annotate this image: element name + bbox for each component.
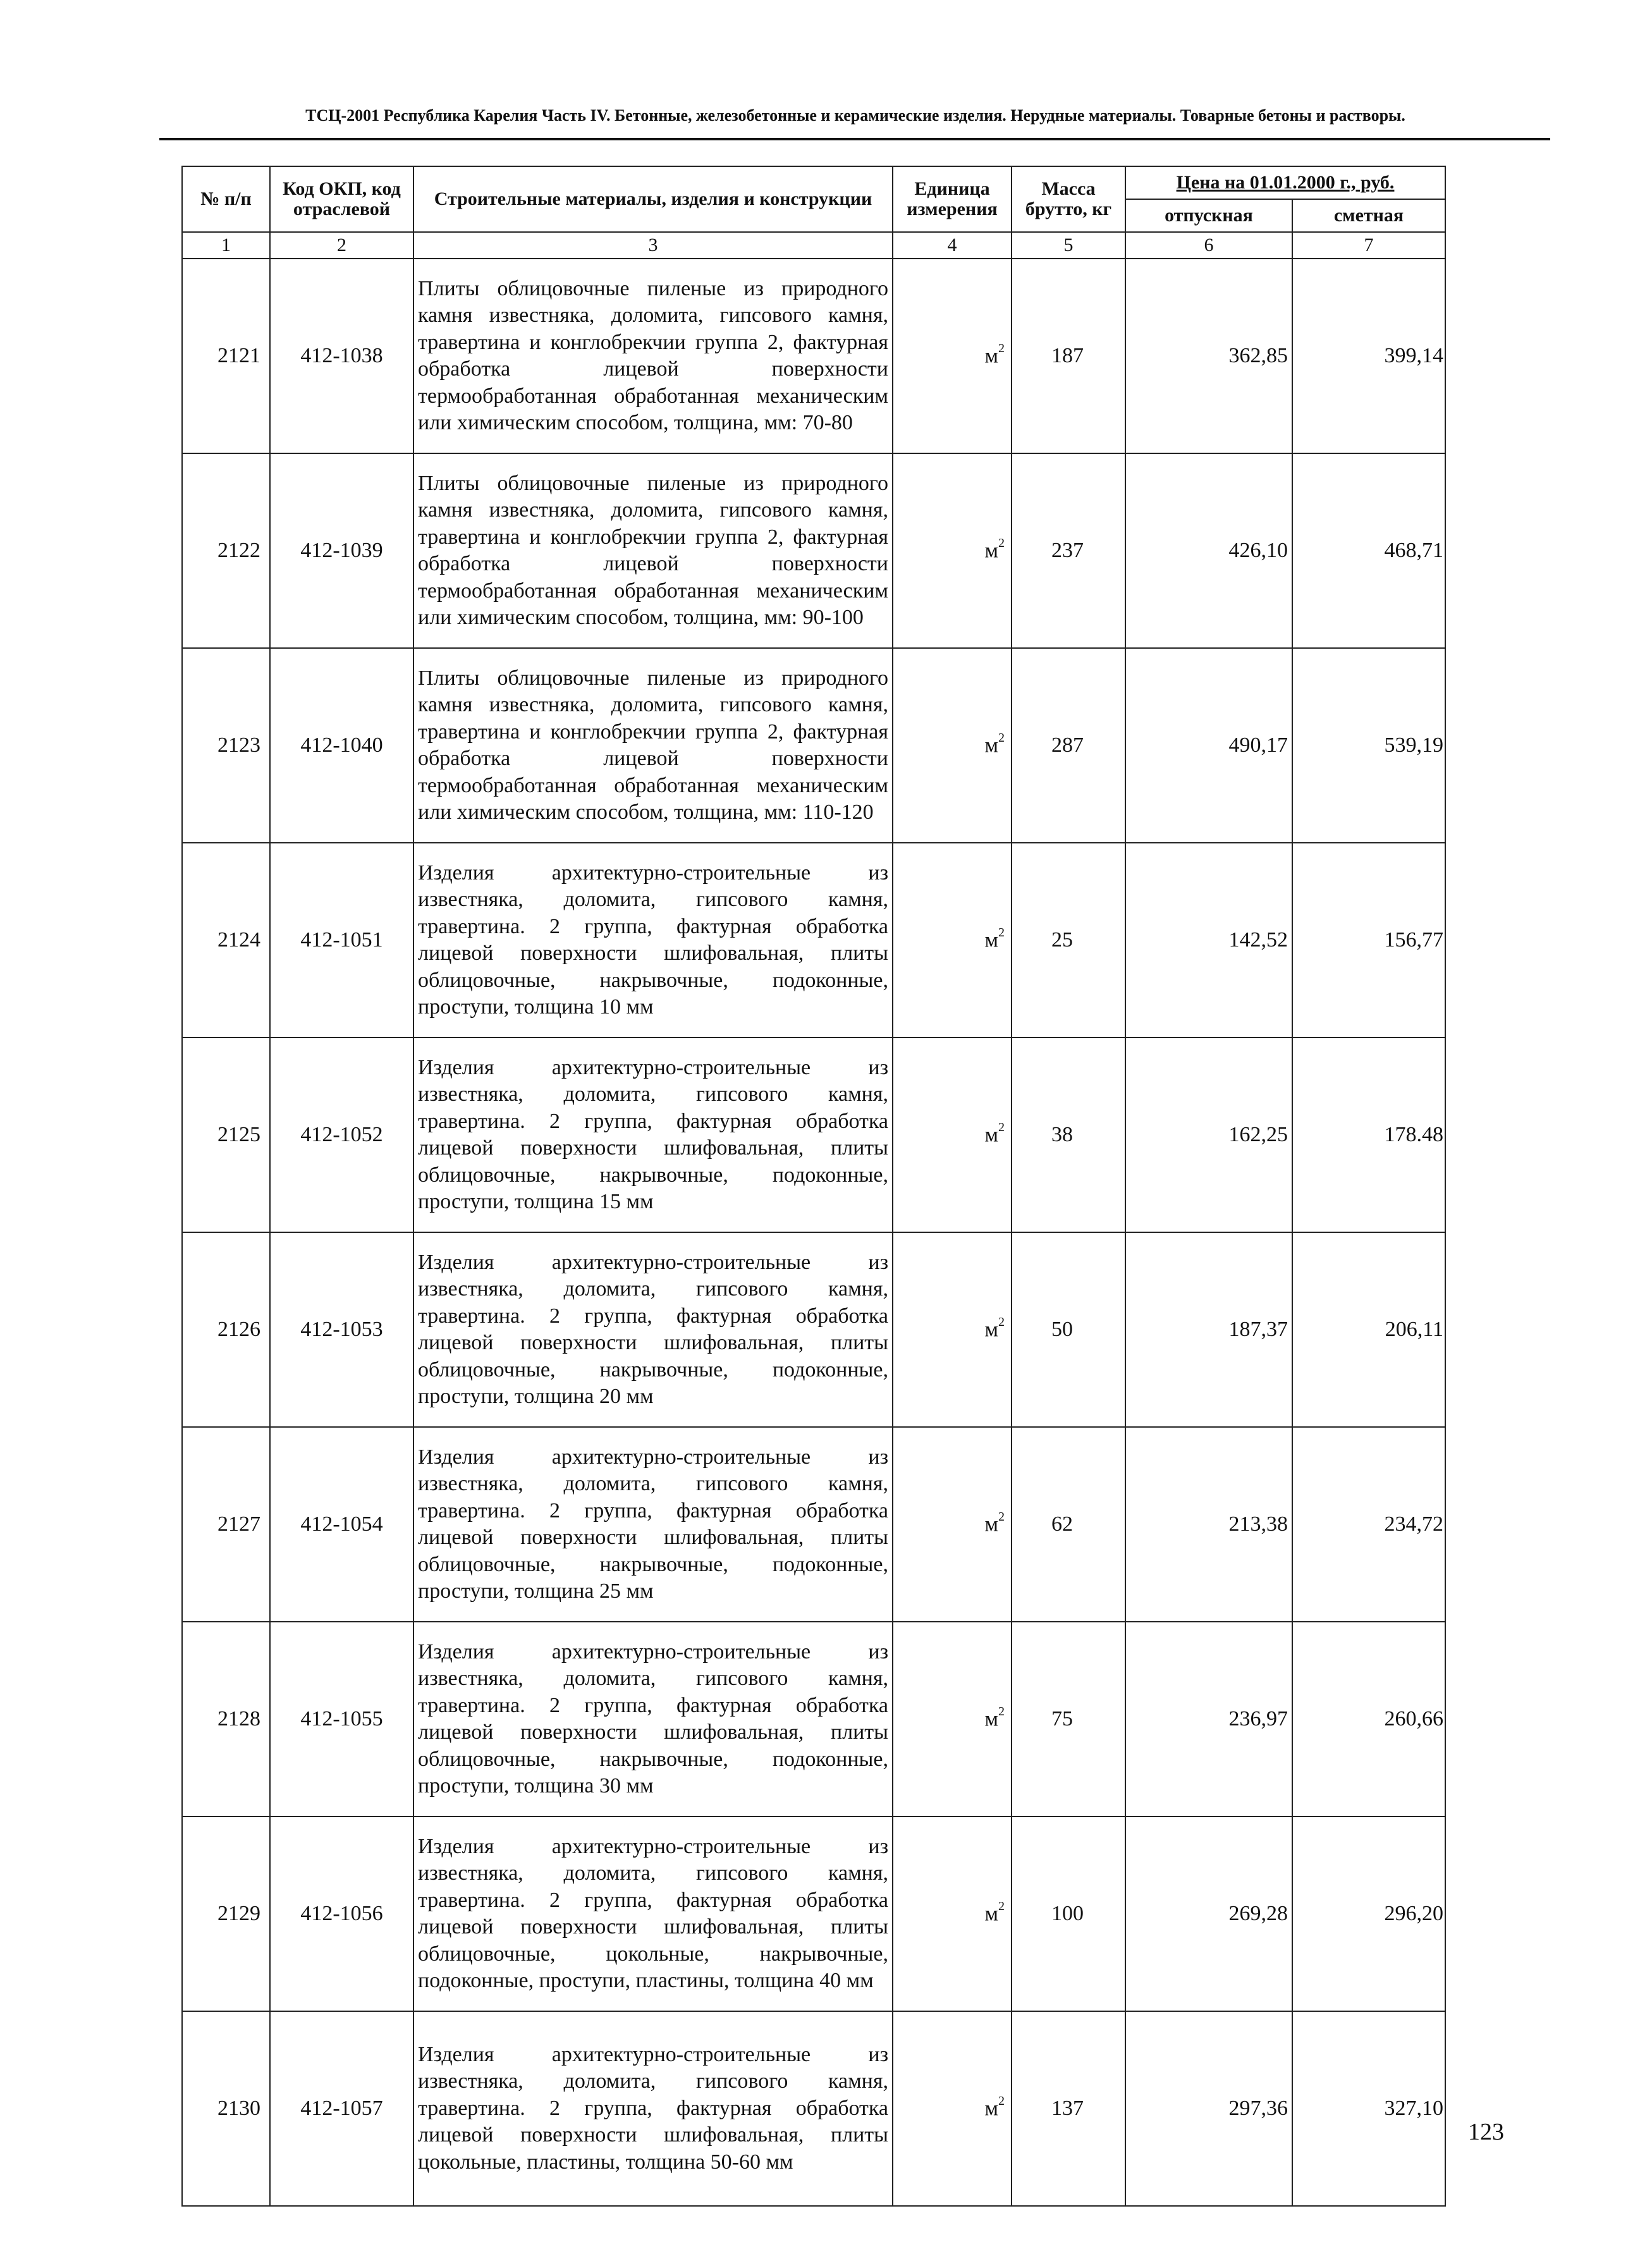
unit-power: 2 (998, 2093, 1005, 2108)
price-table (181, 166, 1446, 2207)
unit-power: 2 (998, 730, 1005, 745)
row-mass: 237 (1012, 453, 1125, 648)
header-mass: Масса брутто, кг (1012, 166, 1125, 232)
unit-base: м (984, 1512, 998, 1536)
header-code: Код ОКП, код отраслевой (270, 166, 413, 232)
row-mass: 38 (1012, 1038, 1125, 1232)
row-code: 412-1051 (270, 843, 413, 1038)
column-number: 1 (182, 232, 270, 259)
table-row (182, 259, 1445, 453)
header-price-group: Цена на 01.01.2000 г., руб. (1125, 166, 1445, 199)
unit-power: 2 (998, 1314, 1005, 1329)
row-code: 412-1056 (270, 1816, 413, 2011)
unit-base: м (984, 1902, 998, 1926)
row-price-estimate: 399,14 (1292, 259, 1445, 453)
table-body (182, 259, 1445, 2206)
row-price-estimate: 178.48 (1292, 1038, 1445, 1232)
row-number: 2127 (182, 1427, 270, 1622)
unit-power: 2 (998, 1120, 1005, 1134)
unit-base: м (984, 1123, 998, 1147)
column-number-row (182, 232, 1445, 259)
unit-power: 2 (998, 1704, 1005, 1718)
table-row (182, 1816, 1445, 2011)
row-price-release: 236,97 (1125, 1622, 1292, 1816)
row-mass: 75 (1012, 1622, 1125, 1816)
table-row (182, 1038, 1445, 1232)
row-description: Изделия архитектурно-строительные из известняка, доломита, гипсового камня, травертина. 2 группа, фактурная обработка лицевой поверхности шлифовальная, плиты облицовочные, накрывочные, подоконные, проступи, толщина 15 мм (413, 1038, 893, 1232)
column-number: 7 (1292, 232, 1445, 259)
column-number: 6 (1125, 232, 1292, 259)
row-code: 412-1053 (270, 1232, 413, 1427)
unit-base: м (984, 733, 998, 757)
row-number: 2130 (182, 2011, 270, 2206)
row-price-estimate: 539,19 (1292, 648, 1445, 843)
row-mass: 62 (1012, 1427, 1125, 1622)
unit-base: м (984, 1707, 998, 1731)
row-unit (893, 2011, 1012, 2206)
row-description: Изделия архитектурно-строительные из известняка, доломита, гипсового камня, травертина. 2 группа, фактурная обработка лицевой поверхности шлифовальная, плиты облицовочные, накрывочные, подоконные, проступи, толщина 30 мм (413, 1622, 893, 1816)
row-unit (893, 259, 1012, 453)
unit-base: м (984, 344, 998, 368)
row-price-estimate: 206,11 (1292, 1232, 1445, 1427)
header-divider (159, 138, 1550, 140)
header-num: № п/п (182, 166, 270, 232)
row-description: Изделия архитектурно-строительные из известняка, доломита, гипсового камня, травертина. 2 группа, фактурная обработка лицевой поверхности шлифовальная, плиты облицовочные, цокольные, накрывочные, подоконные, проступи, пластины, толщина 40 мм (413, 1816, 893, 2011)
row-description: Изделия архитектурно-строительные из известняка, доломита, гипсового камня, травертина. 2 группа, фактурная обработка лицевой поверхности шлифовальная, плиты облицовочные, накрывочные, подоконные, проступи, толщина 20 мм (413, 1232, 893, 1427)
row-number: 2126 (182, 1232, 270, 1427)
header-price-release: отпускная (1125, 199, 1292, 232)
row-description: Плиты облицовочные пиленые из природного камня известняка, доломита, гипсового камня, травертина и конглобрекчии группа 2, фактурная обработка лицевой поверхности термообработанная обработанная механическим или химическим способом, толщина, мм: 110-120 (413, 648, 893, 843)
row-price-release: 213,38 (1125, 1427, 1292, 1622)
row-unit (893, 1816, 1012, 2011)
unit-power: 2 (998, 536, 1005, 550)
row-price-estimate: 234,72 (1292, 1427, 1445, 1622)
unit-base: м (984, 2097, 998, 2121)
row-mass: 50 (1012, 1232, 1125, 1427)
row-code: 412-1039 (270, 453, 413, 648)
table-row (182, 2011, 1445, 2206)
row-code: 412-1055 (270, 1622, 413, 1816)
row-price-estimate: 327,10 (1292, 2011, 1445, 2206)
page-number: 123 (1468, 2119, 1504, 2145)
table-row (182, 1427, 1445, 1622)
row-unit (893, 1232, 1012, 1427)
header-price-estimate: сметная (1292, 199, 1445, 232)
row-code: 412-1054 (270, 1427, 413, 1622)
column-number: 3 (413, 232, 893, 259)
unit-base: м (984, 928, 998, 952)
header-unit: Единица измерения (893, 166, 1012, 232)
column-number: 2 (270, 232, 413, 259)
unit-power: 2 (998, 341, 1005, 355)
table-row (182, 648, 1445, 843)
row-price-estimate: 296,20 (1292, 1816, 1445, 2011)
table-row (182, 453, 1445, 648)
row-price-release: 490,17 (1125, 648, 1292, 843)
row-mass: 287 (1012, 648, 1125, 843)
unit-power: 2 (998, 1509, 1005, 1524)
row-number: 2129 (182, 1816, 270, 2011)
row-mass: 137 (1012, 2011, 1125, 2206)
unit-power: 2 (998, 1899, 1005, 1913)
row-mass: 25 (1012, 843, 1125, 1038)
row-description: Изделия архитектурно-строительные из известняка, доломита, гипсового камня, травертина. 2 группа, фактурная обработка лицевой поверхности шлифовальная, плиты цокольные, пластины, толщина 50-60 мм (413, 2011, 893, 2206)
table-row (182, 1232, 1445, 1427)
row-number: 2122 (182, 453, 270, 648)
row-description: Плиты облицовочные пиленые из природного камня известняка, доломита, гипсового камня, травертина и конглобрекчии группа 2, фактурная обработка лицевой поверхности термообработанная обработанная механическим или химическим способом, толщина, мм: 70-80 (413, 259, 893, 453)
row-price-release: 269,28 (1125, 1816, 1292, 2011)
table-header (182, 166, 1445, 259)
row-price-release: 362,85 (1125, 259, 1292, 453)
row-unit (893, 1038, 1012, 1232)
unit-base: м (984, 1318, 998, 1342)
page-header: ТСЦ-2001 Республика Карелия Часть IV. Бетонные, железобетонные и керамические изделия. Нерудные материалы. Товарные бетоны и растворы. (305, 106, 1405, 125)
row-code: 412-1052 (270, 1038, 413, 1232)
column-number: 4 (893, 232, 1012, 259)
row-price-release: 297,36 (1125, 2011, 1292, 2206)
row-price-estimate: 260,66 (1292, 1622, 1445, 1816)
row-mass: 100 (1012, 1816, 1125, 2011)
unit-base: м (984, 539, 998, 563)
row-unit (893, 843, 1012, 1038)
table-row (182, 843, 1445, 1038)
row-description: Изделия архитектурно-строительные из известняка, доломита, гипсового камня, травертина. 2 группа, фактурная обработка лицевой поверхности шлифовальная, плиты облицовочные, накрывочные, подоконные, проступи, толщина 25 мм (413, 1427, 893, 1622)
row-number: 2124 (182, 843, 270, 1038)
row-code: 412-1040 (270, 648, 413, 843)
row-number: 2121 (182, 259, 270, 453)
row-price-release: 142,52 (1125, 843, 1292, 1038)
row-number: 2125 (182, 1038, 270, 1232)
row-description: Изделия архитектурно-строительные из известняка, доломита, гипсового камня, травертина. 2 группа, фактурная обработка лицевой поверхности шлифовальная, плиты облицовочные, накрывочные, подоконные, проступи, толщина 10 мм (413, 843, 893, 1038)
row-price-release: 187,37 (1125, 1232, 1292, 1427)
table-row (182, 1622, 1445, 1816)
row-code: 412-1038 (270, 259, 413, 453)
row-unit (893, 1427, 1012, 1622)
row-price-release: 426,10 (1125, 453, 1292, 648)
row-number: 2123 (182, 648, 270, 843)
row-unit (893, 648, 1012, 843)
row-unit (893, 1622, 1012, 1816)
row-description: Плиты облицовочные пиленые из природного камня известняка, доломита, гипсового камня, травертина и конглобрекчии группа 2, фактурная обработка лицевой поверхности термообработанная обработанная механическим или химическим способом, толщина, мм: 90-100 (413, 453, 893, 648)
row-price-release: 162,25 (1125, 1038, 1292, 1232)
unit-power: 2 (998, 925, 1005, 940)
column-number: 5 (1012, 232, 1125, 259)
row-price-estimate: 156,77 (1292, 843, 1445, 1038)
row-number: 2128 (182, 1622, 270, 1816)
header-name: Строительные материалы, изделия и конструкции (413, 166, 893, 232)
row-unit (893, 453, 1012, 648)
row-code: 412-1057 (270, 2011, 413, 2206)
row-price-estimate: 468,71 (1292, 453, 1445, 648)
row-mass: 187 (1012, 259, 1125, 453)
